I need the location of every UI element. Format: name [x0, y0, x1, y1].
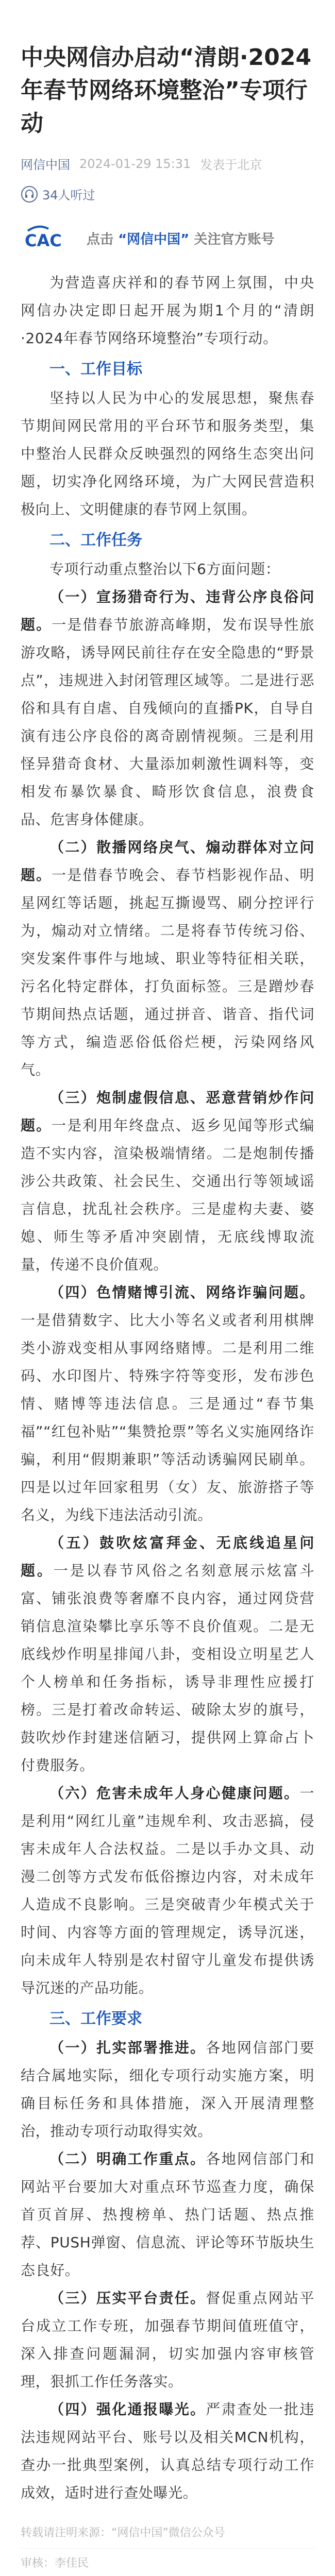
paragraph-tasks-intro: 专项行动重点整治以下6方面问题： — [49, 561, 280, 578]
req-3-body: 督促重点网站平台成立工作专班，加强春节期间值班值守，深入排查问题漏洞，切实加强内容审核管理，狠抓工作任务落实。 — [21, 2290, 314, 2390]
task-3-title: （三）炮制虚假信息、恶意营销炒作问题。 — [21, 1089, 314, 1134]
req-1-title: （一）扎实部署推进。 — [49, 2039, 206, 2056]
section-heading-tasks: 二、工作任务 — [49, 531, 142, 549]
reviewer-credit: 审核：李佳民 — [21, 2557, 89, 2570]
task-2-body: 一是借春节晚会、春节档影视作品、明星网红等话题，挑起互撕谩骂、刷分控评行为，煽动对立情绪。二是将春节传统习俗、突发案件事件与地域、职业等特征相关联，污名化特定群体，打负面标签。三是蹭炒春节期间热点话题，通过拼音、谐音、指代词等方式，编造恶俗低俗烂梗，污染网络风气。 — [21, 867, 314, 1078]
source-note: 转载请注明来源：“网信中国”微信公众号 — [21, 2527, 225, 2539]
editor-credit — [21, 2574, 314, 2576]
section-heading-goals: 一、工作目标 — [49, 360, 142, 378]
req-1-body: 各地网信部门要结合属地实际，细化专项行动实施方案，明确目标任务和具体措施，深入开展清理整治，推动专项行动取得实效。 — [21, 2039, 314, 2140]
headphones-icon — [21, 185, 38, 203]
publish-location: 发表于北京 — [200, 158, 262, 172]
paragraph-goals: 坚持以人民为中心的发展思想，聚焦春节期间网民常用的平台环节和服务类型，集中整治人民群众反映强烈的网络生态突出问题，切实净化网络环境，为广大网民营造积极向上、文明健康的春节网上氛围。 — [21, 389, 314, 518]
listen-button[interactable] — [21, 185, 314, 203]
task-5-body: 一是以春节风俗之名刻意展示炫富斗富、铺张浪费等奢靡不良内容，通过网贷营销信息渲染攀比享乐等不良价值观。二是无底线炒作明星排闻八卦，变相设立明星艺人个人榜单和任务指标，诱导非理性应援打榜。三是打着改命转运、破除太岁的旗号，鼓吹炒作封建迷信陋习，提供网上算命占卜付费服务。 — [21, 1562, 314, 1774]
cac-logo-text: CAC — [25, 231, 62, 250]
section-heading-requirements: 三、工作要求 — [49, 2010, 142, 2028]
req-4-body: 严肃查处一批违法违规网站平台、账号以及相关MCN机构，查办一批典型案例，认真总结专项行动工作成效，适时进行查处曝光。 — [21, 2401, 314, 2501]
article-title: 中央网信办启动“清朗·2024年春节网络环境整治”专项行动 — [21, 44, 312, 137]
paragraph-task-1 — [21, 583, 314, 834]
paragraph-task-4 — [21, 1279, 314, 1529]
paragraph-intro: 为营造喜庆祥和的春节网上氛围，中央网信办决定即日起开展为期1个月的“清朗·2024年春节网络环境整治”专项行动。 — [21, 274, 314, 347]
listen-count: 34人听过 — [42, 188, 95, 202]
paragraph-task-2 — [21, 834, 314, 1084]
req-2-title: （二）明确工作重点。 — [49, 2150, 206, 2167]
banner-account: “网信中国” — [118, 231, 190, 247]
task-6-body: 一是利用“网红儿童”违规牟利、攻击恶搞，侵害未成年人合法权益。二是以手办文具、动漫二创等方式发布低俗擦边内容，对未成年人造成不良影响。三是突破青少年模式关于时间、内容等方面的管理规定，诱导沉迷，向未成年人特别是农村留守儿童发布提供诱导沉迷的产品功能。 — [21, 1785, 314, 1996]
task-1-title: （一）宣扬猎奇行为、违背公序良俗问题。 — [21, 588, 314, 633]
paragraph-task-5 — [21, 1529, 314, 1780]
req-2-body: 各地网信部门和网站平台要加大对重点环节巡查力度，确保首页首屏、热搜榜单、热门话题、热点推荐、PUSH弹窗、信息流、评论等环节版块生态良好。 — [21, 2150, 314, 2279]
banner-suffix: 关注官方账号 — [194, 231, 275, 247]
paragraph-req-4 — [21, 2396, 314, 2507]
req-3-title: （三）压实平台责任。 — [49, 2290, 206, 2307]
article-body — [0, 252, 335, 2507]
follow-banner-text — [87, 229, 274, 248]
publish-date: 2024-01-29 15:31 — [79, 156, 191, 171]
task-6-title: （六）危害未成年人身心健康问题。 — [49, 1785, 300, 1802]
paragraph-req-2 — [21, 2145, 314, 2284]
task-4-title: （四）色情赌博引流、网络诈骗问题。 — [49, 1284, 314, 1301]
follow-banner[interactable] — [21, 224, 314, 252]
banner-prefix: 点击 — [87, 231, 114, 247]
task-3-body: 一是利用年终盘点、返乡见闻等形式编造不实内容，渲染极端情绪。二是炮制传播涉公共政策、社会民生、交通出行等领域谣言信息，扰乱社会秩序。三是虚构夫妻、婆媳、师生等矛盾冲突剧情，无底线博取流量，传递不良价值观。 — [21, 1117, 314, 1273]
article-footer — [21, 2522, 314, 2576]
paragraph-req-3 — [21, 2284, 314, 2396]
paragraph-req-1 — [21, 2034, 314, 2145]
cac-logo-icon — [21, 224, 77, 252]
paragraph-task-3 — [21, 1084, 314, 1279]
task-5-title: （五）鼓吹炫富拜金、无底线追星问题。 — [21, 1534, 314, 1579]
paragraph-task-6 — [21, 1780, 314, 2002]
article-meta — [0, 140, 335, 173]
task-4-body: 一是借猜数字、比大小等名义或者利用棋牌类小游戏变相从事网络赌博。二是利用二维码、水印图片、特殊字符等变形，发布涉色情、赌博等违法信息。三是通过“春节集福”“红包补贴”“集赞抢票”等名义实施网络诈骗，利用“假期兼职”等活动诱骗网民刷单。四是以过年回家租男（女）友、旅游搭子等名义，为线下违法活动引流。 — [21, 1312, 314, 1523]
task-1-body: 一是借春节旅游高峰期，发布误导性旅游攻略，诱导网民前往存在安全隐患的“野景点”，违规进入封闭管理区域等。二是进行恶俗和具有自虐、自残倾向的直播PK，自导自演有违公序良俗的离奇剧情视频。三是利用怪异猎奇食材、大量添加刺激性调料等，变相发布暴饮暴食、畸形饮食信息，浪费食品、危害身体健康。 — [21, 616, 314, 828]
task-2-title: （二）散播网络戾气、煽动群体对立问题。 — [21, 839, 314, 884]
author-link[interactable]: 网信中国 — [21, 158, 70, 172]
footer-divider — [21, 2548, 314, 2549]
req-4-title: （四）强化通报曝光。 — [49, 2401, 206, 2418]
